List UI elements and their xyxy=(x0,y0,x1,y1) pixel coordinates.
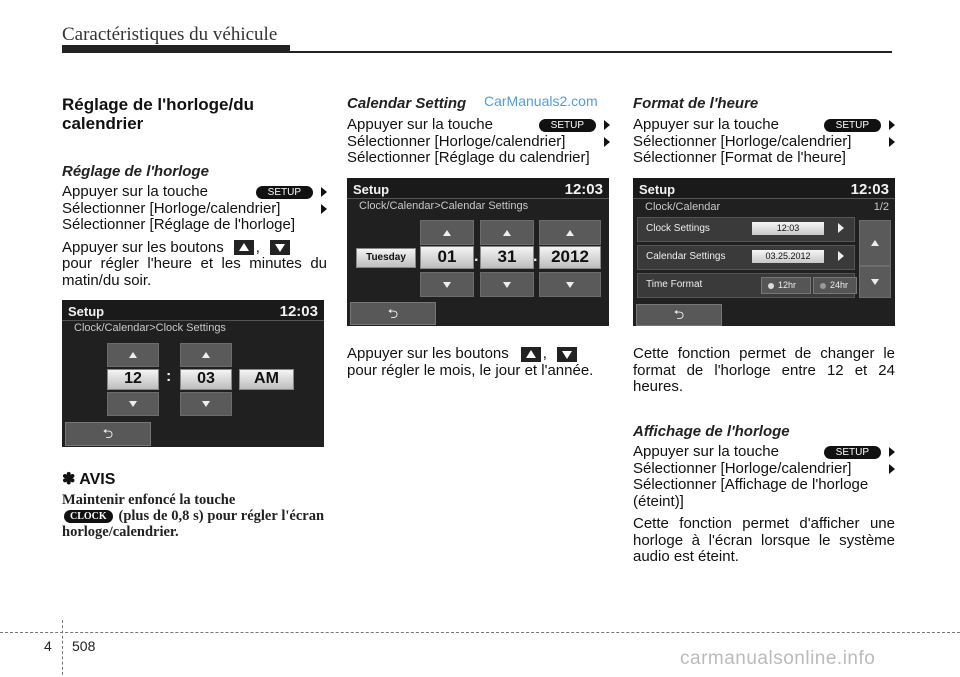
screen-title: Setup xyxy=(353,182,390,197)
buttons-rest: pour régler l'heure et les minutes du matin/du soir. xyxy=(62,255,327,289)
arrow-right-icon xyxy=(889,447,895,457)
press-text: Appuyer sur la touche xyxy=(62,183,208,200)
row-value: 03.25.2012 xyxy=(752,250,824,263)
select-clock-setting: Sélectionner [Réglage de l'horloge] xyxy=(62,216,296,233)
subsection-heading-display: Affichage de l'horloge xyxy=(633,423,790,440)
screen-breadcrumb: Clock/Calendar xyxy=(645,201,721,213)
select-clock-calendar: Sélectionner [Horloge/calendrier] xyxy=(633,132,852,150)
up-arrow-icon xyxy=(521,347,541,362)
up-arrow-icon xyxy=(234,240,254,255)
avis-text-2: (plus de 0,8 s) pour régler l'écran horloge/calendrier. xyxy=(62,508,325,540)
buttons-text: Appuyer sur les boutons xyxy=(347,345,509,362)
arrow-right-icon xyxy=(889,137,895,147)
arrow-right-icon xyxy=(604,137,610,147)
page-header-title: Caractéristiques du véhicule xyxy=(62,24,278,45)
footer-rule xyxy=(0,632,960,633)
calendar-instructions xyxy=(347,117,610,167)
back-button[interactable]: ⮌ xyxy=(636,304,722,326)
down-arrow-icon xyxy=(871,279,879,285)
subsection-heading-clock: Réglage de l'horloge xyxy=(62,163,209,180)
option-12hr[interactable] xyxy=(761,277,811,294)
setup-key-label: SETUP xyxy=(824,119,881,132)
down-arrow-icon xyxy=(202,401,210,407)
back-button[interactable]: ⮌ xyxy=(65,422,151,446)
screen-breadcrumb: Clock/Calendar>Calendar Settings xyxy=(359,200,529,212)
format-description: Cette fonction permet de changer le format de l'horloge entre 12 et 24 heures. xyxy=(633,345,895,395)
option-label: 24hr xyxy=(830,280,849,290)
year-value: 2012 xyxy=(539,246,601,269)
weekday-value: Tuesday xyxy=(356,248,416,268)
up-arrow-icon xyxy=(503,230,511,236)
arrow-right-icon xyxy=(321,204,327,214)
minute-up-button[interactable] xyxy=(180,343,232,367)
header-rule xyxy=(62,51,892,53)
minute-value: 03 xyxy=(180,369,232,390)
avis-title: ✽ AVIS xyxy=(62,471,116,488)
setup-key-label: SETUP xyxy=(824,446,881,459)
calendar-settings-screen xyxy=(347,178,609,326)
back-button[interactable]: ⮌ xyxy=(350,302,436,325)
press-text: Appuyer sur la touche xyxy=(347,116,493,133)
page-number: 508 xyxy=(72,638,96,654)
clock-settings-row[interactable] xyxy=(637,217,855,242)
row-value: 12:03 xyxy=(752,222,824,235)
date-separator: . xyxy=(533,248,538,265)
avis-text xyxy=(62,492,324,540)
time-colon: : xyxy=(166,368,172,385)
year-up-button[interactable] xyxy=(539,220,601,245)
day-value: 31 xyxy=(480,246,534,269)
calendar-settings-row[interactable] xyxy=(637,245,855,270)
screen-time: 12:03 xyxy=(850,181,889,198)
up-arrow-icon xyxy=(202,352,210,358)
row-label: Calendar Settings xyxy=(646,251,726,262)
minute-down-button[interactable] xyxy=(180,392,232,416)
clock-settings-screen xyxy=(62,300,324,447)
setup-key-label: SETUP xyxy=(256,186,313,199)
select-clock-calendar: Sélectionner [Horloge/calendrier] xyxy=(347,132,566,150)
down-arrow-icon xyxy=(503,282,511,288)
down-arrow-icon xyxy=(129,401,137,407)
select-time-format: Sélectionner [Format de l'heure] xyxy=(633,149,846,166)
select-calendar-setting: Sélectionner [Réglage du calendrier] xyxy=(347,149,590,166)
month-value: 01 xyxy=(420,246,474,269)
radio-icon xyxy=(768,283,774,289)
up-arrow-icon xyxy=(443,230,451,236)
arrow-right-icon xyxy=(604,120,610,130)
arrow-right-icon xyxy=(321,187,327,197)
chevron-right-icon xyxy=(838,251,844,261)
month-up-button[interactable] xyxy=(420,220,474,245)
down-arrow-icon xyxy=(557,347,577,362)
down-arrow-icon xyxy=(443,282,451,288)
clock-calendar-screen xyxy=(633,178,895,326)
comma: , xyxy=(255,238,260,256)
screen-title: Setup xyxy=(639,182,676,197)
arrow-right-icon xyxy=(889,464,895,474)
option-label: 12hr xyxy=(778,280,797,290)
chevron-right-icon xyxy=(838,223,844,233)
down-arrow-icon xyxy=(566,282,574,288)
avis-text-1: Maintenir enfoncé la touche xyxy=(62,492,236,508)
setup-key-label: SETUP xyxy=(539,119,596,132)
calendar-buttons-text xyxy=(347,346,610,379)
screen-title: Setup xyxy=(68,304,105,319)
month-down-button[interactable] xyxy=(420,272,474,297)
screen-time: 12:03 xyxy=(564,181,603,198)
day-up-button[interactable] xyxy=(480,220,534,245)
time-format-row xyxy=(637,273,855,298)
select-clock-calendar: Sélectionner [Horloge/calendrier] xyxy=(633,459,852,477)
screen-breadcrumb: Clock/Calendar>Clock Settings xyxy=(74,322,226,334)
row-label: Time Format xyxy=(646,279,703,290)
up-arrow-icon xyxy=(129,352,137,358)
footer-watermark: carmanualsonline.info xyxy=(680,648,876,669)
press-text: Appuyer sur la touche xyxy=(633,116,779,133)
scroll-up-button[interactable] xyxy=(859,220,891,266)
clock-key-label: CLOCK xyxy=(64,510,113,523)
option-24hr[interactable] xyxy=(813,277,857,294)
hour-up-button[interactable] xyxy=(107,343,159,367)
hour-value: 12 xyxy=(107,369,159,390)
row-label: Clock Settings xyxy=(646,223,710,234)
subsection-heading-format: Format de l'heure xyxy=(633,95,759,112)
comma: , xyxy=(542,345,547,362)
press-text: Appuyer sur la touche xyxy=(633,443,779,460)
format-instructions xyxy=(633,117,895,167)
subsection-heading-calendar: Calendar Setting xyxy=(347,95,467,112)
arrow-right-icon xyxy=(889,120,895,130)
chapter-number: 4 xyxy=(44,638,52,654)
down-arrow-icon xyxy=(270,240,290,255)
select-clock-calendar: Sélectionner [Horloge/calendrier] xyxy=(62,199,281,217)
display-instructions xyxy=(633,444,895,566)
clock-instructions xyxy=(62,184,327,289)
section-heading: Réglage de l'horloge/du calendrier xyxy=(62,95,255,133)
watermark-top: CarManuals2.com xyxy=(484,93,598,109)
date-separator: . xyxy=(474,248,479,265)
radio-icon xyxy=(820,283,826,289)
footer-divider xyxy=(62,620,63,675)
buttons-text: Appuyer sur les boutons xyxy=(62,238,224,256)
screen-time: 12:03 xyxy=(279,303,318,320)
year-down-button[interactable] xyxy=(539,272,601,297)
scroll-down-button[interactable] xyxy=(859,266,891,298)
hour-down-button[interactable] xyxy=(107,392,159,416)
select-clock-display: Sélectionner [Affichage de l'horloge (éteint)] xyxy=(633,476,869,510)
buttons-rest: pour régler le mois, le jour et l'année. xyxy=(347,361,594,379)
ampm-value[interactable]: AM xyxy=(239,369,294,390)
up-arrow-icon xyxy=(871,240,879,246)
up-arrow-icon xyxy=(566,230,574,236)
display-description: Cette fonction permet d'afficher une horloge à l'écran lorsque le système audio est éteint. xyxy=(633,515,895,565)
day-down-button[interactable] xyxy=(480,272,534,297)
page-indicator: 1/2 xyxy=(873,201,889,213)
